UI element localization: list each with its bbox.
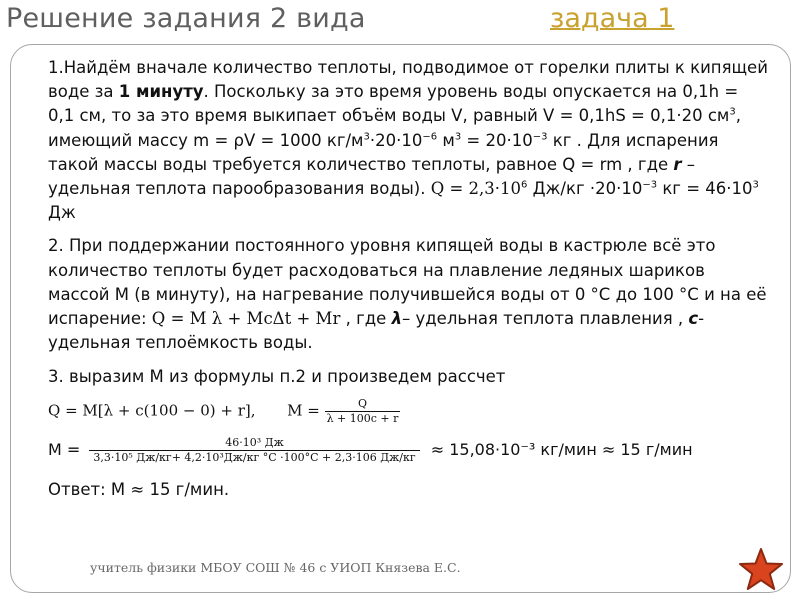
step-2-text: , где (340, 309, 392, 329)
step-1-text: кг . Для испарения такой массы воды требуется количество теплоты, равное Q = rm , где (48, 130, 719, 174)
step-1-text: 1.Найдём вначале количество теплоты, подводимое от горелки плиты к кипящей воде за (48, 58, 768, 102)
superscript: −6 (422, 131, 438, 143)
superscript: 3 (752, 179, 759, 191)
answer: Ответ: М ≈ 15 г/мин. (48, 480, 230, 499)
superscript: 3 (729, 106, 736, 118)
fraction-denominator: λ + 100c + r (326, 412, 399, 425)
step-3-paragraph: 3. выразим М из формулы п.2 и произведем рассчет (48, 367, 506, 387)
task-1-link[interactable]: задача 1 (550, 3, 675, 34)
footer-author: учитель физики МБОУ СОШ № 46 с УИОП Князева Е.С. (90, 560, 461, 575)
m-equals: M = (48, 440, 81, 459)
step-1-text: ·20·10 (369, 130, 423, 150)
step-1-text: . Поскольку за это время уровень воды опускается на 0,1h = 0,1 см, то за это время выкипает объём воды V, равный V = 0,1hS = 0,1·20 см (48, 82, 739, 126)
star-icon[interactable] (738, 547, 784, 591)
m-equals: M = (287, 401, 320, 420)
step-1-text: Дж (48, 203, 76, 223)
fraction-denominator: 3,3·10⁵ Дж/кг+ 4,2·10³Дж/кг °С ·100°С + 2,3·106 Дж/кг (89, 450, 419, 465)
step-1-text: кг = 46·10 (657, 179, 753, 199)
calc-result: ≈ 15,08·10⁻³ кг/мин ≈ 15 г/мин (430, 440, 693, 459)
step-1-text: – удельная теплота парообразования воды). (48, 154, 696, 199)
superscript: 3 (363, 131, 370, 143)
general-formula: Q = M[λ + c(100 − 0) + r], (48, 401, 256, 420)
step-1-text: , имеющий массу m = ρV = 1000 кг/м (48, 106, 741, 150)
step-1-text: = 20·10 (461, 130, 533, 150)
star-shape (740, 549, 782, 589)
var-c: с (688, 309, 699, 329)
solution-text (48, 56, 768, 390)
fraction-numerator: Q (357, 397, 367, 410)
m-fraction (325, 397, 401, 426)
step-2-paragraph (48, 234, 768, 355)
calc-fraction (89, 436, 419, 465)
superscript: 3 (454, 131, 462, 143)
var-lambda: λ (391, 309, 403, 329)
superscript: 6 (521, 179, 528, 191)
formula-row-1 (48, 397, 400, 426)
step-1-paragraph (48, 56, 768, 225)
superscript: −3 (532, 131, 548, 143)
formula-row-2 (48, 436, 693, 465)
step-1-formula: Q = 2,3·10 (430, 179, 522, 199)
step-1-text: Дж/кг ·20·10 (527, 179, 643, 199)
fraction-numerator: 46·10³ Дж (225, 436, 284, 449)
step-2-text: 2. При поддержании постоянного уровня кипящей воды в кастрюле всё это количество теплоты будет расходоваться на плавление ледяных шариков массой М (в минуту), на нагревание получившейся воды от 0 °С до 100 °С и на её испарение: (48, 236, 767, 329)
page-title: Решение задания 2 вида (6, 3, 366, 34)
step-1-text: м (437, 130, 455, 150)
step-2-text: – удельная теплота плавления , (402, 309, 689, 329)
var-r: r (673, 154, 682, 174)
step-2-formula: Q = M λ + McΔt + Mr (151, 309, 341, 329)
step-2-text: - удельная теплоёмкость воды. (48, 309, 705, 353)
superscript: −3 (642, 179, 658, 191)
step-1-bold: 1 минуту (118, 82, 204, 102)
